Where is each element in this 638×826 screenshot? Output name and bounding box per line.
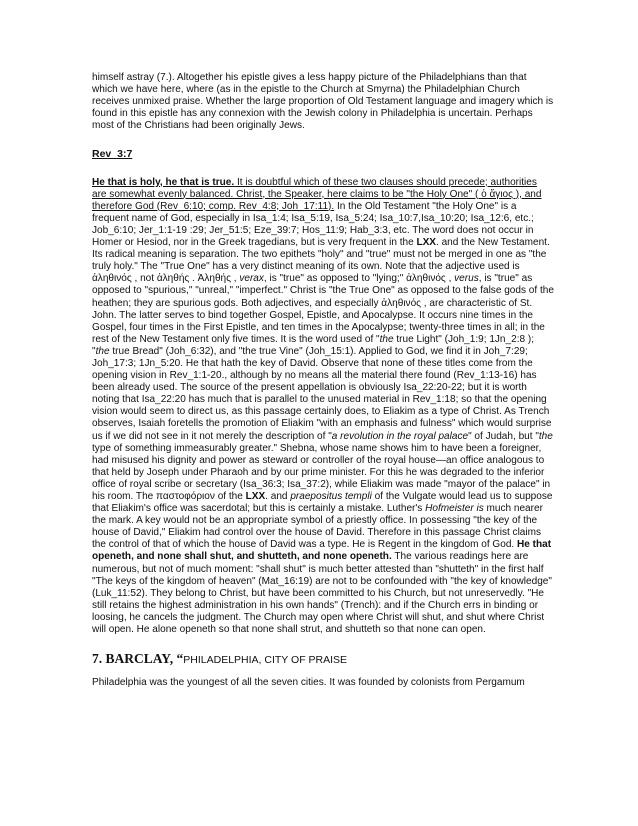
emphasis: the [379, 333, 394, 345]
german-term: Hofmeister is [425, 503, 484, 515]
emphasis: the [95, 345, 110, 357]
commentary-text: . and [265, 491, 291, 502]
section-subtitle: PHILADELPHIA, CITY OF PRAISE [183, 654, 348, 667]
commentary-text: much nearer the mark. A key would not be an appropriate symbol of a priestly office. In possessing "the key of the house of David," Eliakim had control over the house of David. Therefore in this passage Christ claims the control of that of which the house of David was a type. He is Regent in the kingdom of God. [92, 503, 543, 551]
commentary-text: In the Old Testament "the Holy One" is a frequent name of God, especially in Isa_1:4; Isa_5:19, Isa_5:24; Isa_10:7,Isa_10:20; Isa_12:6, etc.; Job_6:10; Jer_1:1-19 :29; Jer_51:5; Eze_39:7; Hos_11:9; Hab_3:3, etc. The word does not occur in Homer or Hesiod, nor in the Greek tragedians, but is very frequent in the [92, 200, 534, 249]
bold-phrase: He that openeth, and none shall shut, and shutteth, and none openeth. [92, 539, 552, 563]
latin-term: praepositus templi [290, 491, 372, 502]
lxx-abbrev: LXX [416, 237, 437, 249]
document-page [92, 72, 554, 689]
commentary-text: , is "true" as opposed to "lying;" ἀληθινός , [263, 273, 455, 285]
emphasis: a revolution in the royal palace [331, 430, 469, 442]
section-heading [92, 651, 554, 667]
closing-paragraph: Philadelphia was the youngest of all the seven cities. It was founded by colonists from Pergamum [92, 677, 525, 689]
intro-paragraph: himself astray (7.). Altogether his epistle gives a less happy picture of the Philadelphians than that which we have here, where (as in the epistle to the Church at Smyrna) the Philadelphian Church receives unmixed praise. Whether the large proportion of Old Testament language and imagery which is found in this epistle has any connexion with the Jewish colony in Philadelphia is uncertain. Perhaps most of the Christians had been originally Jews. [92, 72, 554, 132]
scripture-reference: Rev_3:7 [92, 148, 133, 161]
commentary-text: The various readings here are numerous, but not of much moment: "shall shut" is much better attested than "shutteth" in the first half "The keys of the kingdom of heaven" (Mat_16:19) are not to be confounded with "the key of knowledge" (Luk_11:52). They belong to Christ, but have been committed to his Church, but not unreservedly. "He still retains the highest administration in his own hands" (Trench): and if the Church errs in binding or loosing, he cancels the judgment. The Church may open where Christ will shut, and shut where Christ will open. He alone openeth so that none shall strut, and shutteth so that none can open. [92, 551, 552, 636]
commentary-text: , is "true" as opposed to "spurious," "unreal," "imperfect." Christ is "the True One" as opposed to the false gods of the heathen; they are spurious gods. Both adjectives, and especially ἀληθινός , are characteristic of St. John. The latter serves to bind together Gospel, Epistle, and Apocalypse. It occurs nine times in the Gospel, four times in the First Epistle, and ten times in the Apocalypse; twenty-three times in all; in the rest of the New Testament only five times. It is the word used of " [92, 273, 554, 345]
commentary-text: true Bread" (Joh_6:32), and "the true Vine" (Joh_15:1). Applied to God, we find it in Joh_7:29; Joh_17:3; 1Jn_5:20. He that hath the key of David. Observe that none of these titles come from the opening vision in Rev_1:1-20., although by no means all the material there found (Rev_1:13-16) has been already used. The source of the present appellation is obviously Isa_22:20-22; but it is worth noting that Isa_22:20 has much that is parallel to the unused material in Rev_1:18; so that the opening vision would seem to direct us, as this passage certainly does, to Eliakim as a type of Christ. As Trench observes, Isaiah foretells the promotion of Eliakim "with an emphasis and fulness" which would surprise us if we did not see in it not merely the description of " [92, 345, 552, 442]
lead-text: It is doubtful which of these two clauses should precede; authorities are somewhat evenly balanced. Christ, the Speaker, here claims to be "the Holy One" ( ὁ ἅγιος ), and therefore God (Rev_6:10; comp. Rev_4:8; Joh_17:11). [92, 176, 542, 212]
commentary-text: . and the New Testament. Its radical meaning is separation. The two epithets "holy" and "true" must not be merged in one as "the truly holy." The "True One" has a very distinct meaning of its own. Note that the adjective used is ἀληθινός , not ἀληθής . Ἀληθής , [92, 237, 550, 285]
lead-phrase-bold: He that is holy, he that is true. [92, 176, 235, 188]
latin-term: verus [454, 273, 479, 285]
commentary-text: type of something immeasurably greater." Shebna, whose name shows him to have been a foreigner, had misused his dignity and power as steward or controller of the royal house—an office analogous to that held by Joseph under Pharaoh and by our prime minister. For this he was degraded to the inferior office of royal scribe or secretary (Isa_36:3; Isa_37:2), while Eliakim was made "mayor of the palace" in his room. The παστοφόριον of the [92, 442, 551, 502]
latin-term: verax [239, 273, 264, 285]
lxx-abbrev: LXX [245, 491, 266, 502]
commentary-text: true Light" (Joh_1:9; 1Jn_2:8 ); " [92, 333, 534, 357]
commentary-text: " of Judah, but " [468, 430, 539, 442]
commentary-paragraph [92, 177, 554, 637]
emphasis: the [538, 430, 553, 442]
commentary-text: of the Vulgate would lead us to suppose that Eliakim's office was sacerdotal; but this is certainly a mistake. Luther's [92, 491, 553, 515]
section-number-author: 7. BARCLAY, “ [92, 651, 184, 667]
